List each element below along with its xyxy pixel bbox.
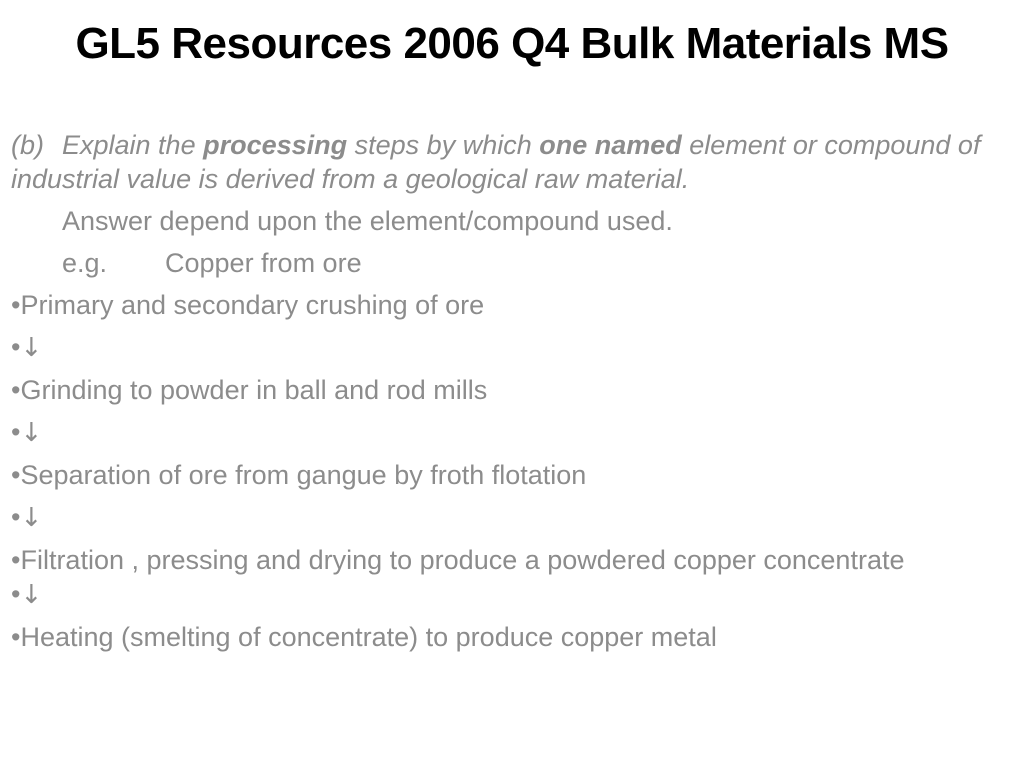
bullet-icon: • [11, 417, 21, 447]
step-text: Heating (smelting of concentrate) to produce copper metal [20, 622, 717, 652]
list-item-arrow-1 [11, 330, 1011, 365]
bullet-icon: • [11, 375, 21, 405]
bullet-icon: • [11, 579, 21, 609]
question-bold-one-named: one named [539, 130, 682, 160]
step-text: Filtration , pressing and drying to produce a powdered copper concentrate [20, 545, 905, 575]
step-text: Primary and secondary crushing of ore [20, 290, 485, 320]
list-item-step-3 [11, 458, 1011, 492]
step-text: Separation of ore from gangue by froth flotation [20, 460, 587, 490]
question-part-3: element or compound of industrial value is derived from a geological raw material. [11, 130, 981, 194]
bullet-icon: • [11, 622, 21, 652]
list-item-step-1 [11, 288, 1011, 322]
step-text: Grinding to powder in ball and rod mills [20, 375, 488, 405]
arrow-down-icon: ↓ [20, 580, 43, 610]
bullet-icon: • [11, 332, 21, 362]
arrow-down-icon: ↓ [20, 503, 43, 533]
answer-note: Answer depend upon the element/compound used. [62, 206, 673, 236]
list-item-arrow-2 [11, 415, 1011, 450]
bullet-icon: • [11, 502, 21, 532]
bullet-icon: • [11, 545, 21, 575]
arrow-down-icon: ↓ [20, 333, 43, 363]
example-label: e.g. [62, 248, 108, 278]
bullet-icon: • [11, 290, 21, 320]
list-item-arrow-3 [11, 500, 1011, 535]
list-item-arrow-4 [11, 577, 1011, 612]
question-part-2: steps by which [347, 130, 540, 160]
slide-title: GL5 Resources 2006 Q4 Bulk Materials MS [75, 19, 949, 68]
question-bold-processing: processing [203, 130, 348, 160]
arrow-down-icon: ↓ [20, 418, 43, 448]
question-label: (b) [11, 130, 44, 160]
list-item-step-4 [11, 543, 1011, 577]
question-part-1: Explain the [62, 130, 204, 160]
bullet-icon: • [11, 460, 21, 490]
question-text [11, 128, 1011, 196]
list-item-step-5 [11, 620, 1011, 654]
list-item-step-2 [11, 373, 1011, 407]
example-row [11, 246, 1011, 280]
slide-body [11, 128, 1011, 662]
example-text: Copper from ore [165, 248, 362, 278]
process-steps-list [11, 288, 1011, 654]
